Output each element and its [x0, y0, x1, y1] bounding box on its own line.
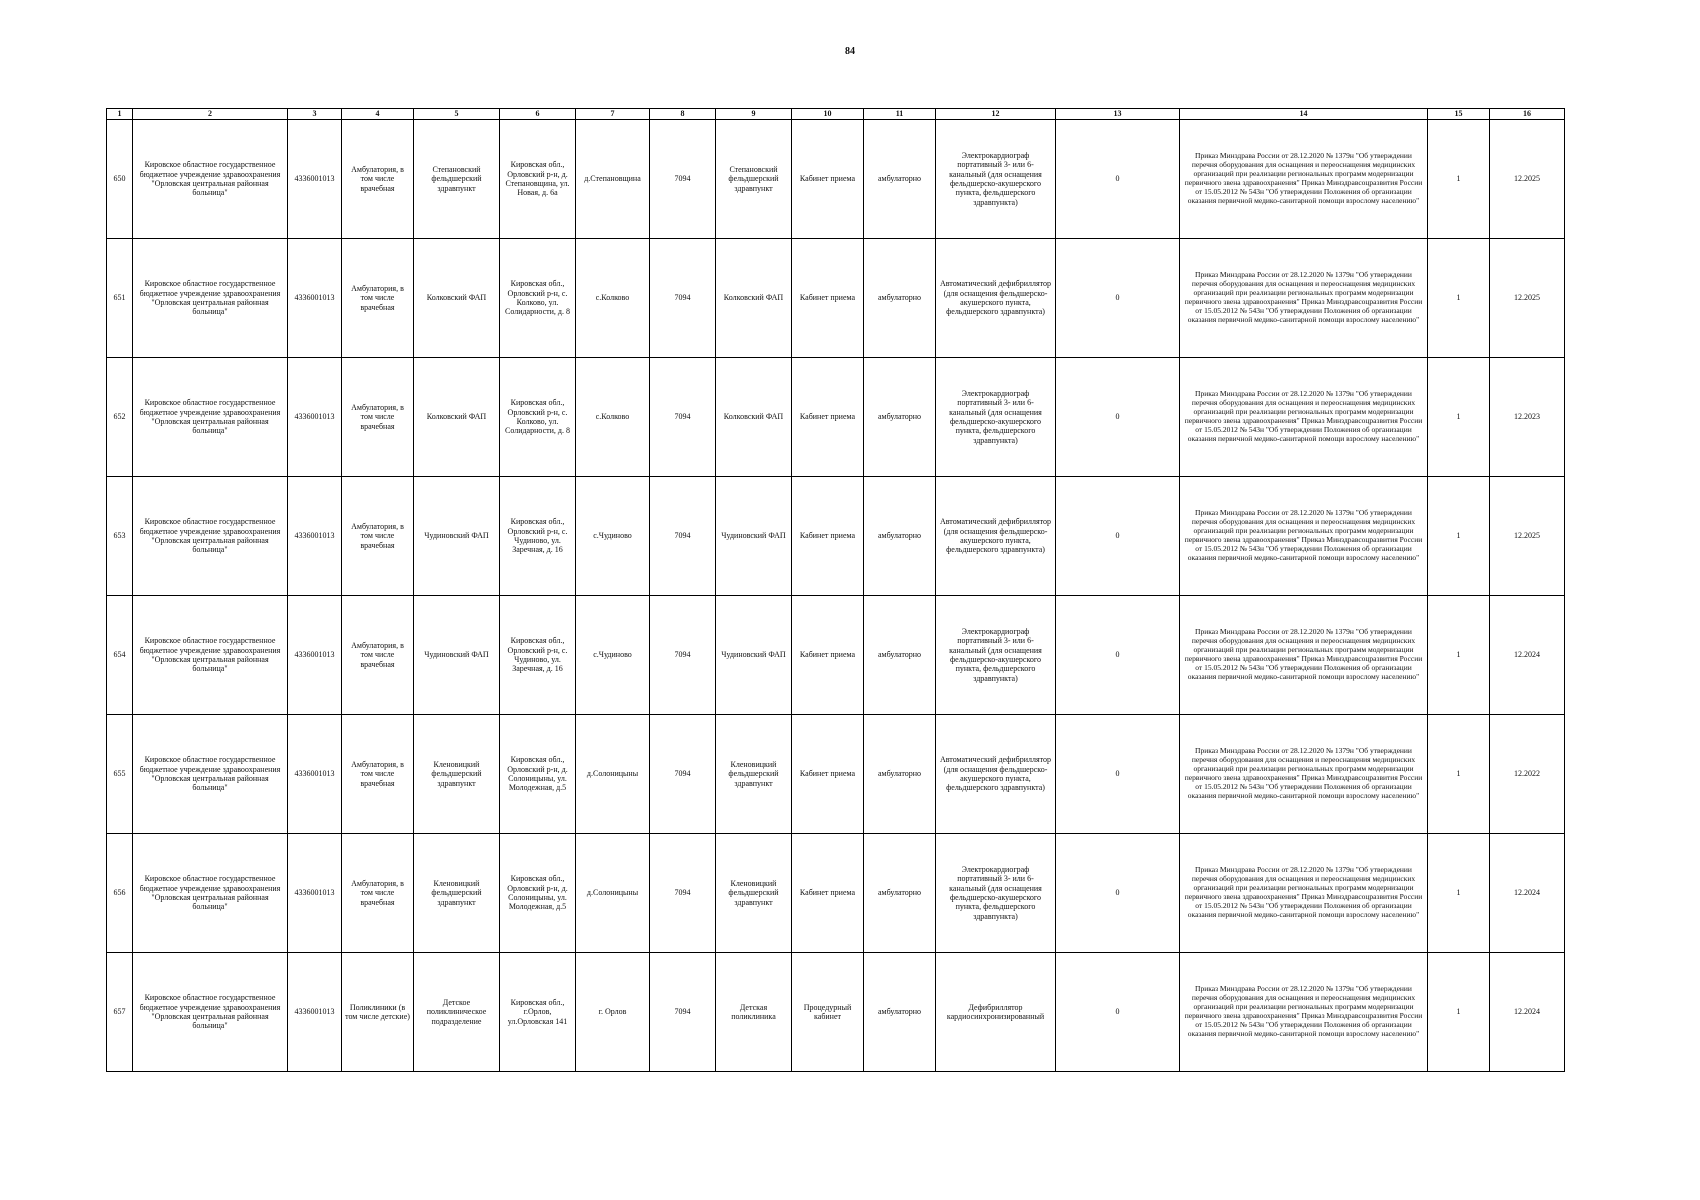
room-cell: Кабинет приема — [792, 834, 864, 953]
room-cell: Кабинет приема — [792, 477, 864, 596]
quantity-cell: 1 — [1428, 120, 1490, 239]
care-mode-cell: амбулаторно — [864, 358, 936, 477]
legal-basis-cell: Приказ Минздрава России от 28.12.2020 № 1379н "Об утверждении перечня оборудования для оснащения и переоснащения медицинских организаций при реализации региональных программ модернизации первичного звена здравоохранения" Приказ Минздравсоцразвития России от 15.05.2012 № 543н "Об утверждении Положения об организации оказания первичной медико-санитарной помощи взрослому населению" — [1180, 358, 1428, 477]
facility-type-cell: Амбулатория, в том числе врачебная — [342, 120, 414, 239]
column-header: 16 — [1490, 109, 1565, 120]
col13-cell: 0 — [1056, 358, 1180, 477]
settlement-cell: с.Колково — [576, 358, 650, 477]
organization-cell: Кировское областное государственное бюджетное учреждение здравоохранения "Орловская центральная районная больница" — [133, 953, 288, 1072]
column-header: 3 — [288, 109, 342, 120]
unit-cell: Кленовицкий фельдшерский здравпункт — [414, 715, 500, 834]
code-cell: 7094 — [650, 358, 716, 477]
facility-type-cell: Амбулатория, в том числе врачебная — [342, 477, 414, 596]
subunit-cell: Кленовицкий фельдшерский здравпункт — [716, 715, 792, 834]
facility-type-cell: Амбулатория, в том числе врачебная — [342, 715, 414, 834]
column-header: 8 — [650, 109, 716, 120]
facility-type-cell: Амбулатория, в том числе врачебная — [342, 834, 414, 953]
quantity-cell: 1 — [1428, 834, 1490, 953]
legal-basis-cell: Приказ Минздрава России от 28.12.2020 № 1379н "Об утверждении перечня оборудования для оснащения и переоснащения медицинских организаций при реализации региональных программ модернизации первичного звена здравоохранения" Приказ Минздравсоцразвития России от 15.05.2012 № 543н "Об утверждении Положения об организации оказания первичной медико-санитарной помощи взрослому населению" — [1180, 477, 1428, 596]
column-header: 9 — [716, 109, 792, 120]
organization-cell: Кировское областное государственное бюджетное учреждение здравоохранения "Орловская центральная районная больница" — [133, 715, 288, 834]
legal-basis-cell: Приказ Минздрава России от 28.12.2020 № 1379н "Об утверждении перечня оборудования для оснащения и переоснащения медицинских организаций при реализации региональных программ модернизации первичного звена здравоохранения" Приказ Минздравсоцразвития России от 15.05.2012 № 543н "Об утверждении Положения об организации оказания первичной медико-санитарной помощи взрослому населению" — [1180, 715, 1428, 834]
column-header: 6 — [500, 109, 576, 120]
date-cell: 12.2025 — [1490, 239, 1565, 358]
column-header: 2 — [133, 109, 288, 120]
settlement-cell: с.Чудиново — [576, 596, 650, 715]
code-cell: 7094 — [650, 953, 716, 1072]
equipment-cell: Автоматический дефибриллятор (для оснащения фельдшерско-акушерского пункта, фельдшерского здравпункта) — [936, 477, 1056, 596]
legal-basis-cell: Приказ Минздрава России от 28.12.2020 № 1379н "Об утверждении перечня оборудования для оснащения и переоснащения медицинских организаций при реализации региональных программ модернизации первичного звена здравоохранения" Приказ Минздравсоцразвития России от 15.05.2012 № 543н "Об утверждении Положения об организации оказания первичной медико-санитарной помощи взрослому населению" — [1180, 596, 1428, 715]
inn-cell: 4336001013 — [288, 834, 342, 953]
address-cell: Кировская обл., Орловский р-н, с. Чудиново, ул. Заречная, д. 16 — [500, 596, 576, 715]
legal-basis-cell: Приказ Минздрава России от 28.12.2020 № 1379н "Об утверждении перечня оборудования для оснащения и переоснащения медицинских организаций при реализации региональных программ модернизации первичного звена здравоохранения" Приказ Минздравсоцразвития России от 15.05.2012 № 543н "Об утверждении Положения об организации оказания первичной медико-санитарной помощи взрослому населению" — [1180, 120, 1428, 239]
care-mode-cell: амбулаторно — [864, 120, 936, 239]
subunit-cell: Колковский ФАП — [716, 358, 792, 477]
code-cell: 7094 — [650, 120, 716, 239]
equipment-cell: Автоматический дефибриллятор (для оснащения фельдшерско-акушерского пункта, фельдшерского здравпункта) — [936, 715, 1056, 834]
table-row — [107, 953, 1565, 1072]
unit-cell: Колковский ФАП — [414, 239, 500, 358]
table-row — [107, 120, 1565, 239]
row-number-cell: 654 — [107, 596, 133, 715]
address-cell: Кировская обл., Орловский р-н, с. Колково, ул. Солидарности, д. 8 — [500, 239, 576, 358]
care-mode-cell: амбулаторно — [864, 834, 936, 953]
equipment-cell: Электрокардиограф портативный 3- или 6-канальный (для оснащения фельдшерско-акушерского пункта, фельдшерского здравпункта) — [936, 834, 1056, 953]
code-cell: 7094 — [650, 715, 716, 834]
quantity-cell: 1 — [1428, 477, 1490, 596]
settlement-cell: г. Орлов — [576, 953, 650, 1072]
date-cell: 12.2025 — [1490, 477, 1565, 596]
equipment-cell: Электрокардиограф портативный 3- или 6-канальный (для оснащения фельдшерско-акушерского пункта, фельдшерского здравпункта) — [936, 120, 1056, 239]
legal-basis-cell: Приказ Минздрава России от 28.12.2020 № 1379н "Об утверждении перечня оборудования для оснащения и переоснащения медицинских организаций при реализации региональных программ модернизации первичного звена здравоохранения" Приказ Минздравсоцразвития России от 15.05.2012 № 543н "Об утверждении Положения об организации оказания первичной медико-санитарной помощи взрослому населению" — [1180, 239, 1428, 358]
care-mode-cell: амбулаторно — [864, 715, 936, 834]
code-cell: 7094 — [650, 239, 716, 358]
equipment-cell: Электрокардиограф портативный 3- или 6-канальный (для оснащения фельдшерско-акушерского пункта, фельдшерского здравпункта) — [936, 358, 1056, 477]
subunit-cell: Колковский ФАП — [716, 239, 792, 358]
table-row — [107, 596, 1565, 715]
care-mode-cell: амбулаторно — [864, 477, 936, 596]
unit-cell: Колковский ФАП — [414, 358, 500, 477]
care-mode-cell: амбулаторно — [864, 239, 936, 358]
room-cell: Кабинет приема — [792, 596, 864, 715]
column-header: 15 — [1428, 109, 1490, 120]
date-cell: 12.2024 — [1490, 953, 1565, 1072]
row-number-cell: 657 — [107, 953, 133, 1072]
unit-cell: Чудиновский ФАП — [414, 596, 500, 715]
quantity-cell: 1 — [1428, 715, 1490, 834]
unit-cell: Кленовицкий фельдшерский здравпункт — [414, 834, 500, 953]
column-header: 7 — [576, 109, 650, 120]
column-header: 12 — [936, 109, 1056, 120]
col13-cell: 0 — [1056, 120, 1180, 239]
col13-cell: 0 — [1056, 477, 1180, 596]
col13-cell: 0 — [1056, 953, 1180, 1072]
care-mode-cell: амбулаторно — [864, 953, 936, 1072]
date-cell: 12.2025 — [1490, 120, 1565, 239]
room-cell: Процедурный кабинет — [792, 953, 864, 1072]
settlement-cell: д.Солоницыны — [576, 715, 650, 834]
organization-cell: Кировское областное государственное бюджетное учреждение здравоохранения "Орловская центральная районная больница" — [133, 239, 288, 358]
legal-basis-cell: Приказ Минздрава России от 28.12.2020 № 1379н "Об утверждении перечня оборудования для оснащения и переоснащения медицинских организаций при реализации региональных программ модернизации первичного звена здравоохранения" Приказ Минздравсоцразвития России от 15.05.2012 № 543н "Об утверждении Положения об организации оказания первичной медико-санитарной помощи взрослому населению" — [1180, 834, 1428, 953]
subunit-cell: Детская поликлиника — [716, 953, 792, 1072]
col13-cell: 0 — [1056, 239, 1180, 358]
row-number-cell: 653 — [107, 477, 133, 596]
settlement-cell: д.Степановщина — [576, 120, 650, 239]
code-cell: 7094 — [650, 477, 716, 596]
subunit-cell: Чудиновский ФАП — [716, 596, 792, 715]
col13-cell: 0 — [1056, 596, 1180, 715]
row-number-cell: 655 — [107, 715, 133, 834]
organization-cell: Кировское областное государственное бюджетное учреждение здравоохранения "Орловская центральная районная больница" — [133, 120, 288, 239]
equipment-cell: Дефибриллятор кардиосинхронизированный — [936, 953, 1056, 1072]
address-cell: Кировская обл., Орловский р-н, с. Чудиново, ул. Заречная, д. 16 — [500, 477, 576, 596]
room-cell: Кабинет приема — [792, 120, 864, 239]
room-cell: Кабинет приема — [792, 358, 864, 477]
column-header: 14 — [1180, 109, 1428, 120]
column-header: 11 — [864, 109, 936, 120]
code-cell: 7094 — [650, 834, 716, 953]
address-cell: Кировская обл., Орловский р-н, д. Степановщина, ул. Новая, д. 6а — [500, 120, 576, 239]
column-header: 5 — [414, 109, 500, 120]
address-cell: Кировская обл., Орловский р-н, д. Солоницыны, ул. Молодежная, д.5 — [500, 715, 576, 834]
care-mode-cell: амбулаторно — [864, 596, 936, 715]
equipment-cell: Автоматический дефибриллятор (для оснащения фельдшерско-акушерского пункта, фельдшерского здравпункта) — [936, 239, 1056, 358]
unit-cell: Степановский фельдшерский здравпункт — [414, 120, 500, 239]
subunit-cell: Степановский фельдшерский здравпункт — [716, 120, 792, 239]
inn-cell: 4336001013 — [288, 239, 342, 358]
table-row — [107, 715, 1565, 834]
organization-cell: Кировское областное государственное бюджетное учреждение здравоохранения "Орловская центральная районная больница" — [133, 358, 288, 477]
organization-cell: Кировское областное государственное бюджетное учреждение здравоохранения "Орловская центральная районная больница" — [133, 477, 288, 596]
row-number-cell: 651 — [107, 239, 133, 358]
address-cell: Кировская обл., Орловский р-н, с. Колково, ул. Солидарности, д. 8 — [500, 358, 576, 477]
room-cell: Кабинет приема — [792, 239, 864, 358]
row-number-cell: 650 — [107, 120, 133, 239]
settlement-cell: с.Чудиново — [576, 477, 650, 596]
row-number-cell: 652 — [107, 358, 133, 477]
table-row — [107, 834, 1565, 953]
date-cell: 12.2024 — [1490, 596, 1565, 715]
inn-cell: 4336001013 — [288, 477, 342, 596]
settlement-cell: с.Колково — [576, 239, 650, 358]
register-table — [106, 108, 1565, 1072]
inn-cell: 4336001013 — [288, 715, 342, 834]
subunit-cell: Кленовицкий фельдшерский здравпункт — [716, 834, 792, 953]
facility-type-cell: Амбулатория, в том числе врачебная — [342, 239, 414, 358]
date-cell: 12.2022 — [1490, 715, 1565, 834]
col13-cell: 0 — [1056, 715, 1180, 834]
facility-type-cell: Амбулатория, в том числе врачебная — [342, 596, 414, 715]
column-header: 4 — [342, 109, 414, 120]
facility-type-cell: Поликлиники (в том числе детские) — [342, 953, 414, 1072]
quantity-cell: 1 — [1428, 358, 1490, 477]
equipment-cell: Электрокардиограф портативный 3- или 6-канальный (для оснащения фельдшерско-акушерского пункта, фельдшерского здравпункта) — [936, 596, 1056, 715]
column-header: 10 — [792, 109, 864, 120]
subunit-cell: Чудиновский ФАП — [716, 477, 792, 596]
inn-cell: 4336001013 — [288, 358, 342, 477]
date-cell: 12.2024 — [1490, 834, 1565, 953]
facility-type-cell: Амбулатория, в том числе врачебная — [342, 358, 414, 477]
code-cell: 7094 — [650, 596, 716, 715]
column-header: 13 — [1056, 109, 1180, 120]
table-row — [107, 477, 1565, 596]
inn-cell: 4336001013 — [288, 596, 342, 715]
address-cell: Кировская обл., г.Орлов, ул.Орловская 141 — [500, 953, 576, 1072]
page-number: 84 — [845, 46, 855, 57]
quantity-cell: 1 — [1428, 239, 1490, 358]
inn-cell: 4336001013 — [288, 120, 342, 239]
quantity-cell: 1 — [1428, 596, 1490, 715]
row-number-cell: 656 — [107, 834, 133, 953]
table-row — [107, 239, 1565, 358]
legal-basis-cell: Приказ Минздрава России от 28.12.2020 № 1379н "Об утверждении перечня оборудования для оснащения и переоснащения медицинских организаций при реализации региональных программ модернизации первичного звена здравоохранения" Приказ Минздравсоцразвития России от 15.05.2012 № 543н "Об утверждении Положения об организации оказания первичной медико-санитарной помощи взрослому населению" — [1180, 953, 1428, 1072]
settlement-cell: д.Солоницыны — [576, 834, 650, 953]
inn-cell: 4336001013 — [288, 953, 342, 1072]
room-cell: Кабинет приема — [792, 715, 864, 834]
address-cell: Кировская обл., Орловский р-н, д. Солоницыны, ул. Молодежная, д.5 — [500, 834, 576, 953]
table-row — [107, 358, 1565, 477]
header-row — [107, 109, 1565, 120]
col13-cell: 0 — [1056, 834, 1180, 953]
quantity-cell: 1 — [1428, 953, 1490, 1072]
unit-cell: Чудиновский ФАП — [414, 477, 500, 596]
date-cell: 12.2023 — [1490, 358, 1565, 477]
organization-cell: Кировское областное государственное бюджетное учреждение здравоохранения "Орловская центральная районная больница" — [133, 596, 288, 715]
unit-cell: Детское поликлиническое подразделение — [414, 953, 500, 1072]
column-header: 1 — [107, 109, 133, 120]
organization-cell: Кировское областное государственное бюджетное учреждение здравоохранения "Орловская центральная районная больница" — [133, 834, 288, 953]
